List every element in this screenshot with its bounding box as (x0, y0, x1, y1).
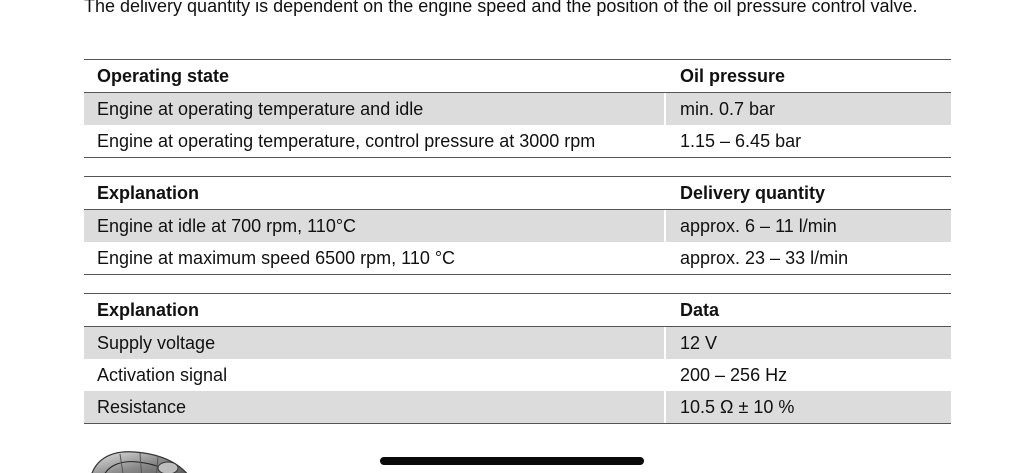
table-cell: Resistance (84, 391, 664, 423)
table-cell: 10.5 Ω ± 10 % (666, 391, 951, 423)
table-cell: 12 V (666, 327, 951, 359)
table-cell: Engine at operating temperature, control pressure at 3000 rpm (97, 130, 596, 151)
column-header: Explanation (97, 299, 200, 320)
table-row (84, 359, 951, 391)
table-header-row (84, 293, 951, 327)
table-cell: Engine at idle at 700 rpm, 110°C (84, 210, 664, 242)
column-header: Data (680, 299, 720, 320)
oil-pressure-table (84, 59, 951, 158)
table-cell: 200 – 256 Hz (680, 364, 788, 385)
table-row (84, 327, 951, 359)
table-row (84, 125, 951, 158)
table-header-row (84, 59, 951, 93)
column-header: Operating state (97, 65, 230, 86)
table-cell: Engine at maximum speed 6500 rpm, 110 °C (97, 247, 456, 268)
column-header: Delivery quantity (680, 182, 826, 203)
table-cell: approx. 23 – 33 l/min (680, 247, 849, 268)
electrical-data-table (84, 293, 951, 424)
table-row (84, 242, 951, 275)
table-cell: 1.15 – 6.45 bar (680, 130, 802, 151)
table-cell: approx. 6 – 11 l/min (666, 210, 951, 242)
table-row (84, 210, 951, 242)
delivery-quantity-table (84, 176, 951, 275)
column-header: Explanation (97, 182, 200, 203)
intro-paragraph: The delivery quantity is dependent on the engine speed and the position of the oil pressure control valve. (84, 0, 918, 16)
table-cell: Supply voltage (84, 327, 664, 359)
oil-pump-component-image (80, 440, 200, 473)
table-row (84, 93, 951, 125)
table-cell: min. 0.7 bar (666, 93, 951, 125)
table-row (84, 391, 951, 424)
table-cell: Activation signal (97, 364, 228, 385)
table-cell: Engine at operating temperature and idle (84, 93, 664, 125)
column-header: Oil pressure (680, 65, 786, 86)
table-header-row (84, 176, 951, 210)
home-indicator-bar[interactable] (380, 457, 644, 465)
